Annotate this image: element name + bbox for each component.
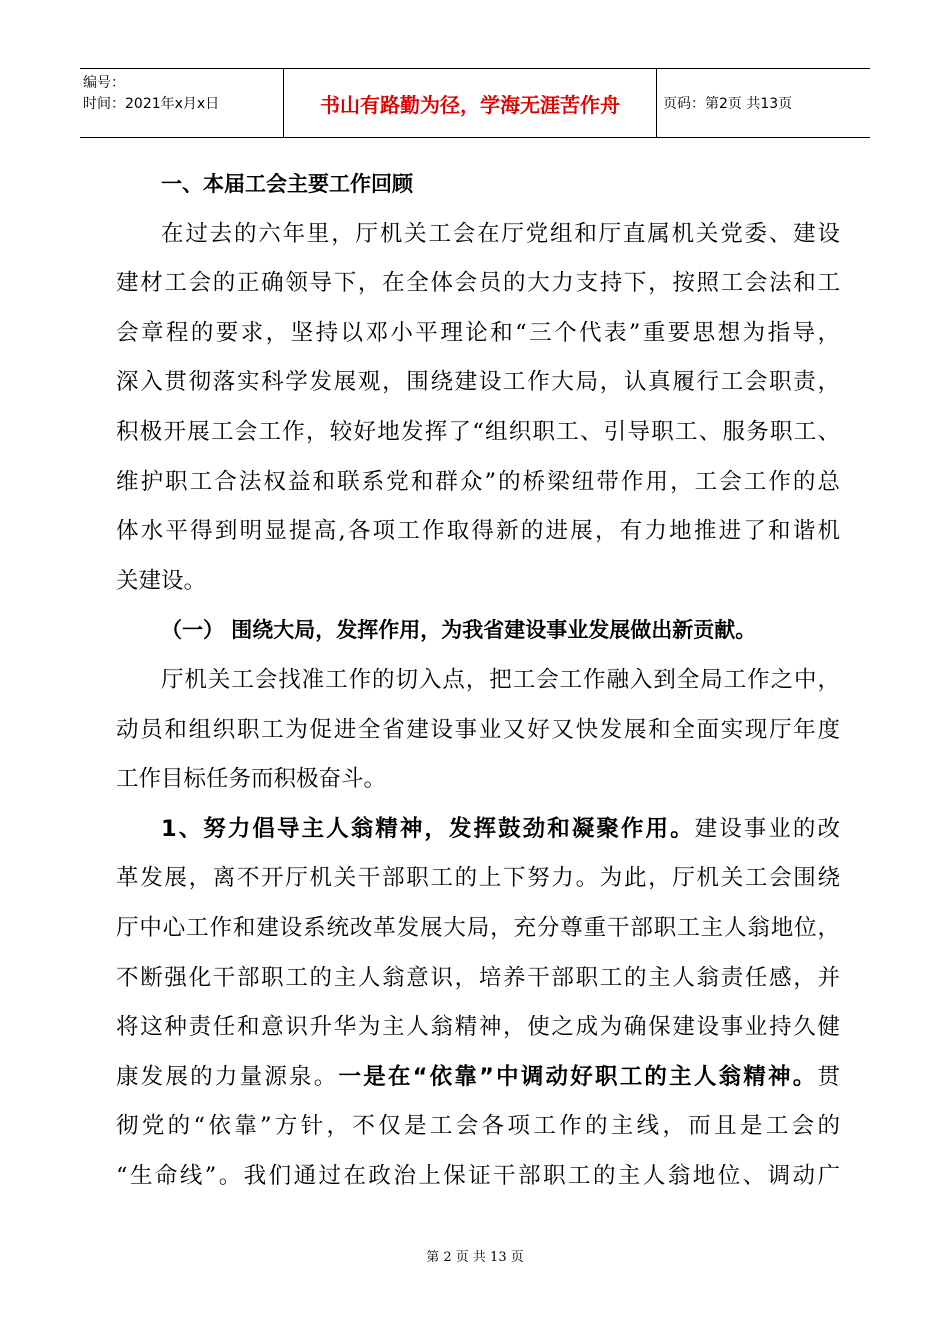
paragraph-line — [116, 1053, 840, 1103]
number-label: 编号： — [83, 75, 125, 91]
paragraph-line: 将这种责任和意识升华为主人翁精神，使之成为确保建设事业持久健 — [116, 1014, 840, 1041]
document-body — [116, 160, 840, 1201]
subsection-title: （一） 围绕大局，发挥作用，为我省建设事业发展做出新贡献。 — [161, 618, 757, 643]
paragraph-line: 关建设。 — [116, 567, 207, 594]
paragraph-line: 会章程的要求，坚持以邓小平理论和“三个代表”重要思想为指导， — [116, 319, 840, 346]
motto-cell — [283, 69, 657, 137]
page-code-text: 页码：第2页 共13页 — [663, 96, 793, 112]
bold-lead-text: 1、努力倡导主人翁精神，发挥鼓劲和凝聚作用。 — [161, 815, 695, 842]
paragraph-line: 厅中心工作和建设系统改革发展大局，充分尊重干部职工主人翁地位， — [116, 914, 840, 941]
paragraph-line: 动员和组织职工为促进全省建设事业又好又快发展和全面实现厅年度 — [116, 716, 840, 743]
section-title: 一、本届工会主要工作回顾 — [161, 172, 413, 196]
paragraph-line: 不断强化干部职工的主人翁意识，培养干部职工的主人翁责任感，并 — [116, 964, 840, 991]
paragraph-line: 体水平得到明显提高,各项工作取得新的进展，有力地推进了和谐机 — [116, 518, 840, 545]
inline-text: 建设事业的改 — [694, 815, 840, 842]
document-header — [80, 68, 870, 138]
time-label: 时间：2021年x月x日 — [83, 96, 220, 112]
header-meta-cell — [80, 69, 283, 137]
paragraph-line: 革发展，离不开厅机关干部职工的上下努力。为此，厅机关工会围绕 — [116, 865, 840, 892]
inline-text: 康发展的力量源泉。 — [116, 1063, 339, 1090]
paragraph-line — [116, 805, 840, 855]
paragraph-line: 积极开展工会工作，较好地发挥了“组织职工、引导职工、服务职工、 — [116, 418, 840, 445]
paragraph-line: 在过去的六年里，厅机关工会在厅党组和厅直属机关党委、建设 — [161, 220, 840, 247]
paragraph-line: 工作目标任务而积极奋斗。 — [116, 766, 387, 793]
paragraph-line: 维护职工合法权益和联系党和群众”的桥梁纽带作用，工会工作的总 — [116, 468, 840, 495]
page-code-cell — [657, 69, 870, 137]
paragraph-line: 建材工会的正确领导下，在全体会员的大力支持下，按照工会法和工 — [116, 270, 840, 297]
motto-text: 书山有路勤为径，学海无涯苦作舟 — [320, 92, 620, 117]
paragraph-line: 彻党的“依靠”方针，不仅是工会各项工作的主线，而且是工会的 — [116, 1113, 840, 1140]
page-footer: 第 2 页 共 13 页 — [426, 1250, 524, 1265]
paragraph-line: 厅机关工会找准工作的切入点，把工会工作融入到全局工作之中， — [161, 666, 840, 693]
inline-text: 贯 — [817, 1063, 840, 1090]
paragraph-line: “生命线”。我们通过在政治上保证干部职工的主人翁地位、调动广 — [116, 1162, 840, 1189]
paragraph-line: 深入贯彻落实科学发展观，围绕建设工作大局，认真履行工会职责， — [116, 369, 840, 396]
bold-inline-text: 一是在“依靠”中调动好职工的主人翁精神。 — [338, 1063, 818, 1090]
